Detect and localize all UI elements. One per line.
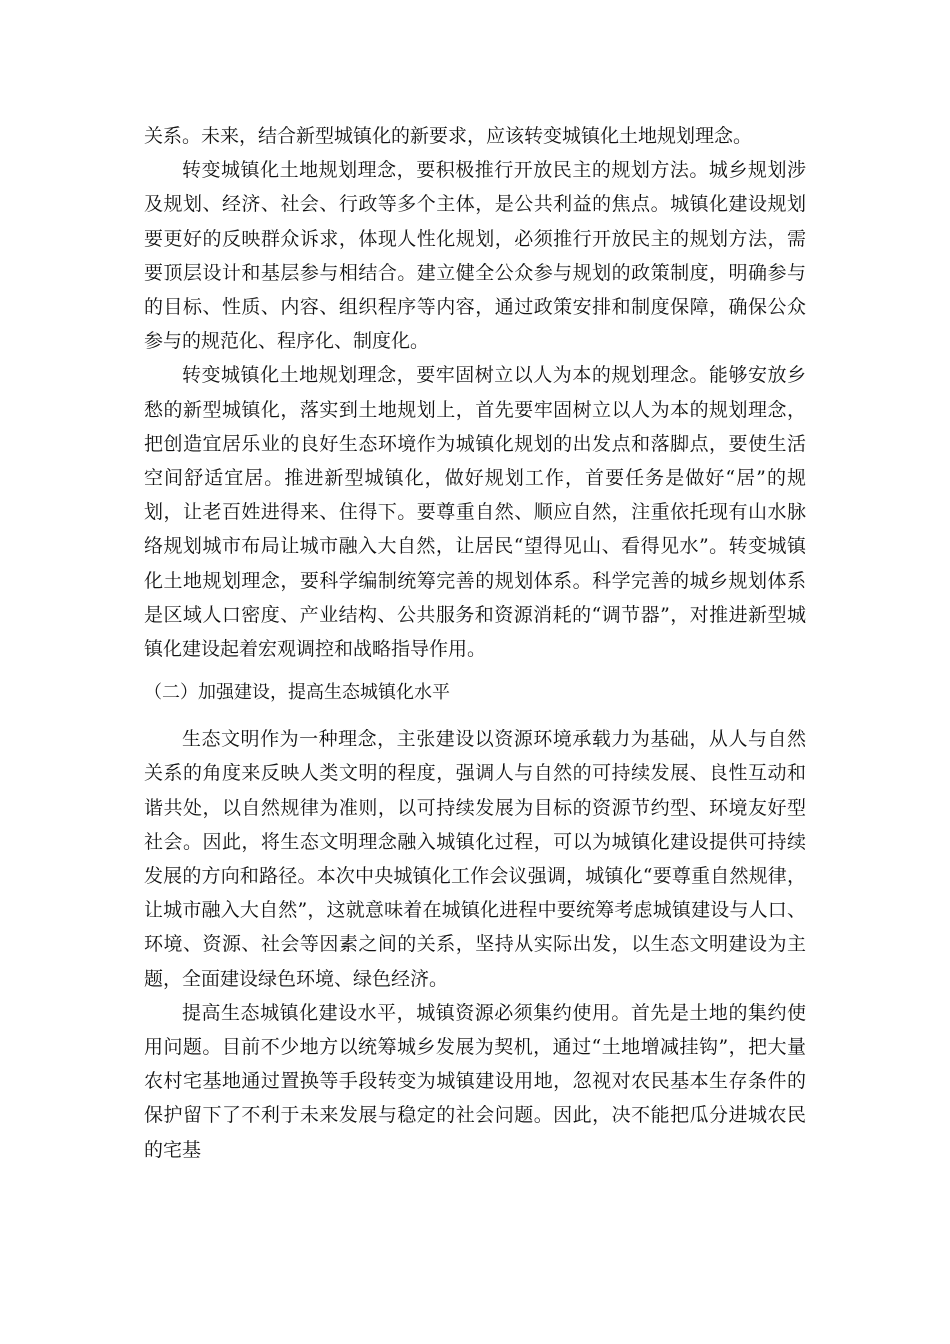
paragraph-continuation: 关系。未来，结合新型城镇化的新要求，应该转变城镇化土地规划理念。	[144, 125, 753, 147]
document-body	[144, 119, 806, 1167]
paragraph-intensive-land-use: 提高生态城镇化建设水平，城镇资源必须集约使用。首先是土地的集约使用问题。目前不少地方以统筹城乡发展为契机，通过“土地增减挂钩”，把大量农村宅基地通过置换等手段转变为城镇建设用地，忽视对农民基本生存条件的保护留下了不利于未来发展与稳定的社会问题。因此，决不能把瓜分进城农民的宅基	[144, 1001, 806, 1161]
section-heading: （二）加强建设，提高生态城镇化水平	[144, 682, 450, 704]
paragraph-ecological-civilization: 生态文明作为一种理念，主张建设以资源环境承载力为基础，从人与自然关系的角度来反映人类文明的程度，强调人与自然的可持续发展、良性互动和谐共处，以自然规律为准则，以可持续发展为目标的资源节约型、环境友好型社会。因此，将生态文明理念融入城镇化过程，可以为城镇化建设提供可持续发展的方向和路径。本次中央城镇化工作会议强调，城镇化“要尊重自然规律，让城市融入大自然”，这就意味着在城镇化进程中要统筹考虑城镇建设与人口、环境、资源、社会等因素之间的关系，坚持从实际出发，以生态文明建设为主题，全面建设绿色环境、绿色经济。	[144, 728, 806, 990]
paragraph-people-oriented: 转变城镇化土地规划理念，要牢固树立以人为本的规划理念。能够安放乡愁的新型城镇化，落实到土地规划上，首先要牢固树立以人为本的规划理念，把创造宜居乐业的良好生态环境作为城镇化规划的出发点和落脚点，要使生活空间舒适宜居。推进新型城镇化，做好规划工作，首要任务是做好“居”的规划，让老百姓进得来、住得下。要尊重自然、顺应自然，注重依托现有山水脉络规划城市布局让城市融入大自然，让居民“望得见山、看得见水”。转变城镇化土地规划理念，要科学编制统筹完善的规划体系。科学完善的城乡规划体系是区域人口密度、产业结构、公共服务和资源消耗的“调节器”，对推进新型城镇化建设起着宏观调控和战略指导作用。	[144, 364, 806, 661]
paragraph-open-planning: 转变城镇化土地规划理念，要积极推行开放民主的规划方法。城乡规划涉及规划、经济、社会、行政等多个主体，是公共利益的焦点。城镇化建设规划要更好的反映群众诉求，体现人性化规划，必须推行开放民主的规划方法，需要顶层设计和基层参与相结合。建立健全公众参与规划的政策制度，明确参与的目标、性质、内容、组织程序等内容，通过政策安排和制度保障，确保公众参与的规范化、程序化、制度化。	[144, 159, 806, 353]
